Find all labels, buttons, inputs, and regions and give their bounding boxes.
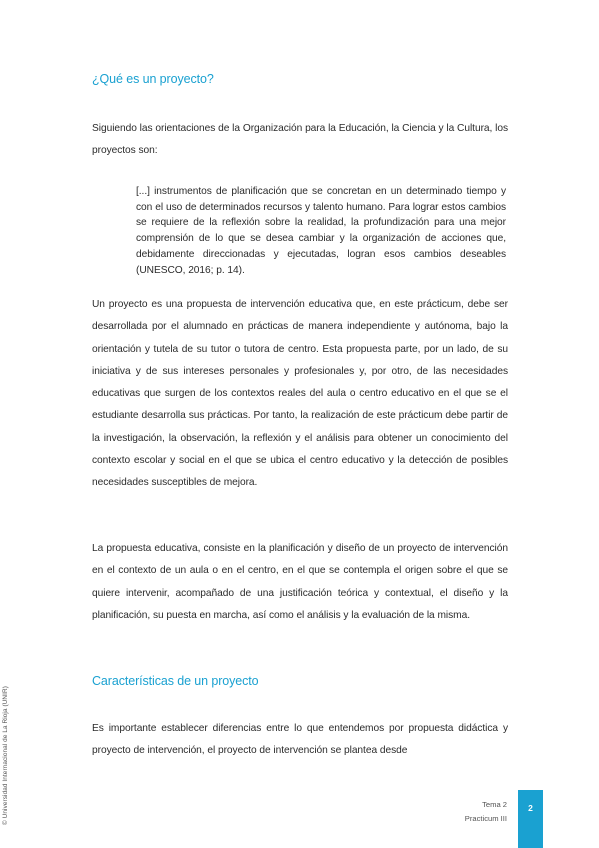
- copyright-side-text: © Universidad Internacional de La Rioja (UNIR): [2, 686, 9, 825]
- paragraph-proposal: La propuesta educativa, consiste en la planificación y diseño de un proyecto de intervención en el contexto de un aula o en el centro, en el que se contempla el origen sobre el que se quiere intervenir, acompañado de una justificación teórica y contextual, el diseño y la planificación, su puesta en marcha, así como el análisis y la evaluación de la misma.: [92, 543, 508, 621]
- paragraph-definition: Un proyecto es una propuesta de intervención educativa que, en este prácticum, debe ser desarrollada por el alumnado en prácticas de manera independiente y autónoma, bajo la orientación y tutela de su tutor o tutora de centro. Esta propuesta parte, por un lado, de su iniciativa y de sus intereses personales y profesionales y, por otro, de las necesidades educativas que surgen de los contextos reales del aula o centro educativo en el que se el estudiante desarrolla sus prácticas. Por tanto, la realización de este prácticum debe partir de la investigación, la observación, la reflexión y el análisis para obtener un conocimiento del contexto escolar y social en el que se ubica el centro educativo y la detección de posibles necesidades susceptibles de mejora.: [92, 299, 508, 489]
- page-number-badge: [518, 790, 543, 848]
- section-heading-characteristics: Características de un proyecto: [92, 674, 259, 688]
- footer-course: Practicum III: [464, 814, 507, 823]
- intro-paragraph: Siguiendo las orientaciones de la Organización para la Educación, la Ciencia y la Cultura, los proyectos son:: [92, 123, 508, 157]
- footer-topic: Tema 2: [482, 800, 507, 809]
- page-number: 2: [528, 803, 533, 813]
- section-heading-what-is-project: ¿Qué es un proyecto?: [92, 72, 214, 86]
- page-footer: [465, 798, 507, 826]
- block-quote: [...] instrumentos de planificación que se concretan en un determinado tiempo y con el uso de determinados recursos y talento humano. Para lograr estos cambios se requiere de la reflexión sobre la realidad, la profundización para una mejor comprensión de lo que se desea cambiar y la organización de acciones que, debidamente direccionadas y ejecutadas, logran esos cambios deseables (UNESCO, 2016; p. 14).: [136, 186, 506, 276]
- paragraph-differences: Es importante establecer diferencias entre lo que entendemos por propuesta didáctica y proyecto de intervención, el proyecto de intervención se plantea desde: [92, 723, 508, 757]
